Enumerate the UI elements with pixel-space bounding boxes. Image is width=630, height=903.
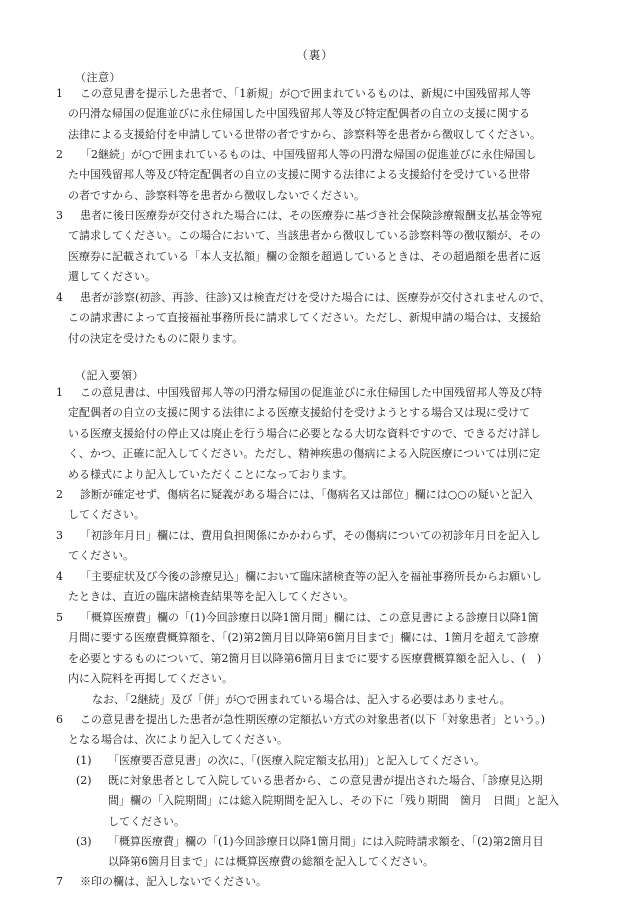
note-3	[56, 206, 576, 288]
instruction-number: 2	[56, 488, 63, 501]
instruction-line: してください。	[68, 508, 145, 522]
instruction-line: この意見書は、中国残留邦人等の円滑な帰国の促進並びに永住帰国した中国残留邦人等及び特	[80, 386, 542, 399]
instruction-7	[56, 872, 576, 892]
instruction-line: いる医療支援給付の停止又は廃止を行う場合に必要となる大切な資料ですので、できるだけ詳し	[68, 426, 541, 440]
instruction-3	[56, 526, 576, 567]
instruction-number: 1	[56, 386, 63, 399]
sub-item-line: 「概算医療費」欄の「(1)今回診療日以降1箇月間」には入院時請求額を、「(2)第2箇月目	[108, 835, 544, 848]
note-line: 患者に後日医療券が交付された場合には、その医療券に基づき社会保険診療報酬支払基金等宛	[80, 209, 542, 222]
sub-item-3	[76, 832, 544, 873]
note-line: 法律による支援給付を申請している世帯の者ですから、診察料等を患者から徴収してください。	[68, 127, 541, 141]
note-4	[56, 288, 576, 349]
note-number: 3	[56, 209, 63, 222]
sub-item-line: してください。	[108, 814, 185, 828]
note-line: て請求してください。この場合において、当該患者から徴収している診察料等の徴収額が、その	[68, 229, 541, 243]
note-number: 2	[56, 148, 63, 161]
instructions-heading: （記入要領）	[75, 369, 144, 382]
instruction-number: 4	[56, 570, 63, 583]
notes-heading: （注意）	[75, 71, 121, 84]
instruction-line: 定配偶者の自立の支援に関する法律による医療支援給付を受けようとする場合又は現に受けて	[68, 406, 530, 420]
sub-item-line: 以降第6箇月目まで」には概算医療費の総額を記入してください。	[108, 855, 434, 869]
note-line: 付の決定を受けたものに限ります。	[68, 331, 244, 345]
note-line: 医療券に記載されている「本人支払額」欄の金額を超過しているときは、その超過額を患者に返	[68, 249, 541, 263]
instruction-line: 「主要症状及び今後の診療見込」欄において臨床諸検査等の記入を福祉事務所長からお願いし	[80, 570, 542, 583]
sub-item-line: 既に対象患者として入院している患者から、この意見書が提出された場合、「診療見込期	[108, 774, 543, 787]
note-line: の者ですから、診察料等を患者から徴収しないでください。	[68, 188, 365, 202]
note-number: 4	[56, 291, 63, 304]
instruction-line: ※印の欄は、記入しないでください。	[80, 875, 267, 888]
instruction-6	[56, 710, 576, 751]
sub-item-2	[76, 771, 559, 832]
instruction-line: てください。	[68, 549, 134, 563]
sub-item-label: (2)	[76, 774, 92, 787]
instruction-line: める様式により記入していただくことになっております。	[68, 467, 354, 481]
instruction-line: 月間に要する医療費概算額を、「(2)第2箇月目以降第6箇月目まで」欄には、1箇月を超えて診療	[68, 631, 540, 645]
note-number: 1	[56, 87, 63, 100]
page-title: （裏）	[296, 48, 334, 62]
sub-item-line: 「医療要否意見書」の次に、「(医療入院定額支払用)」と記入してください。	[108, 754, 486, 767]
instruction-line: く、かつ、正確に記入してください。ただし、精神疾患の傷病による入院医療については別に定	[68, 447, 541, 461]
note-line: 「2継続」が○で囲まれているものは、中国残留邦人等の円滑な帰国の促進並びに永住帰国し	[80, 148, 537, 161]
instruction-line: この意見書を提出した患者が急性期医療の定額払い方式の対象患者(以下「対象患者」という。)	[80, 713, 546, 726]
instruction-line: 「概算医療費」欄の「(1)今回診療日以降1箇月間」欄には、この意見書による診療日以降1箇	[80, 611, 539, 624]
instruction-line: 「初診年月日」欄には、費用負担関係にかかわらず、その傷病についての初診年月日を記入し	[80, 529, 541, 542]
instruction-line: たときは、直近の臨床諸検査結果等を記入してください。	[68, 590, 354, 604]
instruction-note: なお、「2継続」及び「併」が○で囲まれている場合は、記入する必要はありません。	[92, 692, 511, 706]
instruction-2	[56, 485, 576, 526]
instruction-1	[56, 383, 576, 485]
instruction-number: 6	[56, 713, 63, 726]
sub-item-line: 間」欄の「入院期間」には総入院期間を記入し、その下に「残り期間 箇月 日間」と記入	[108, 794, 559, 808]
instruction-number: 3	[56, 529, 63, 542]
note-2	[56, 145, 576, 206]
sub-item-label: (3)	[76, 835, 92, 848]
instruction-line: 診断が確定せず、傷病名に疑義がある場合には、「傷病名又は部位」欄には○○の疑いと記入	[80, 488, 533, 501]
instruction-line: 内に入院料を再掲してください。	[68, 672, 233, 686]
note-line: この請求書によって直接福祉事務所長に請求してください。ただし、新規申請の場合は、支援給	[68, 311, 541, 325]
sub-item-1	[76, 751, 485, 771]
note-line: の円滑な帰国の促進並びに永住帰国した中国残留邦人等及び特定配偶者の自立の支援に関する	[68, 107, 530, 121]
instruction-line: を必要とするものについて、第2箇月目以降第6箇月目までに要する医療費概算額を記入し、( )	[68, 651, 542, 665]
instruction-number: 7	[56, 875, 63, 888]
note-line: た中国残留邦人等及び特定配偶者の自立の支援に関する法律による支援給付を受けている世帯	[68, 168, 530, 182]
instruction-5	[56, 608, 576, 710]
instruction-line: となる場合は、次により記入してください。	[68, 733, 288, 747]
instruction-number: 5	[56, 611, 63, 624]
note-line: 患者が診察(初診、再診、往診)又は検査だけを受けた場合には、医療券が交付されませんので、	[80, 291, 551, 304]
sub-item-label: (1)	[76, 754, 92, 767]
instruction-4	[56, 567, 576, 608]
note-line: 還してください。	[68, 270, 156, 284]
note-1	[56, 84, 576, 145]
note-line: この意見書を提示した患者で、「1新規」が○で囲まれているものは、新規に中国残留邦人等	[80, 87, 531, 100]
